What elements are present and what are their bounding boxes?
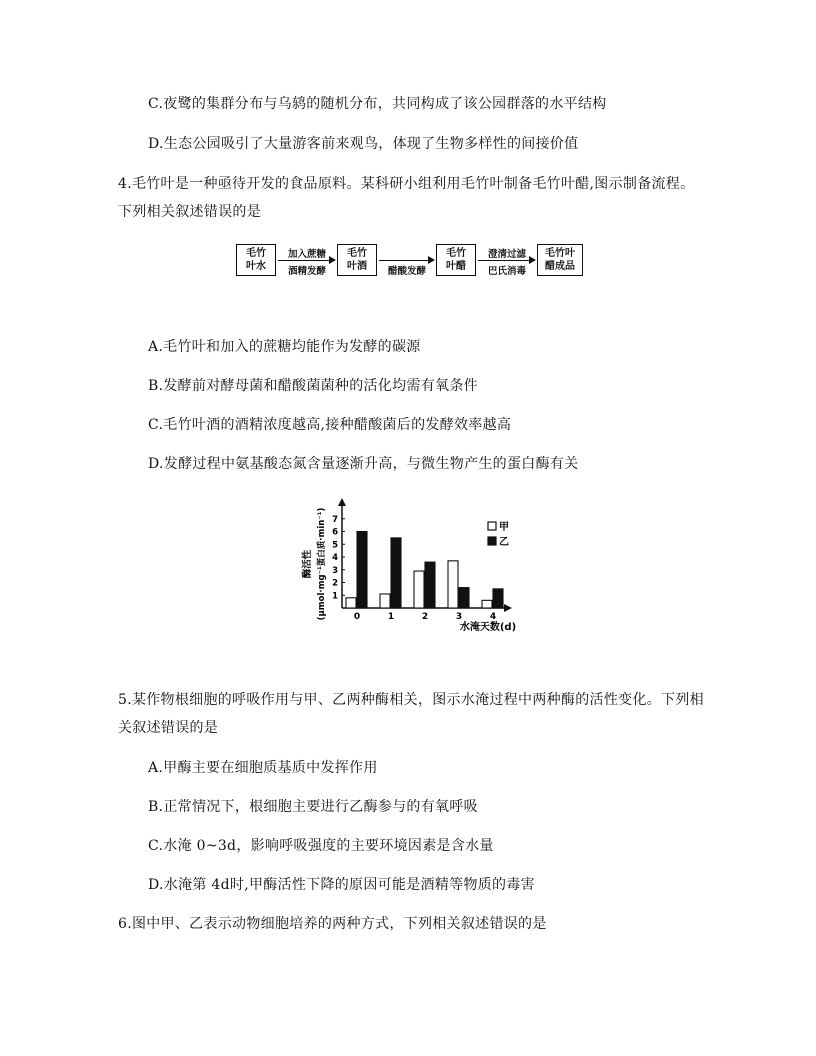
chart-legend [488, 521, 509, 548]
x-tick-label: 4 [489, 612, 497, 622]
flow-box-text: 叶水 [246, 261, 266, 272]
flow-arrow [379, 260, 433, 261]
y-tick-label: 5 [332, 540, 338, 551]
bar-yi-day-4 [493, 589, 503, 608]
q5-option-b: B.正常情况下，根细胞主要进行乙酶参与的有氧呼吸 [148, 799, 478, 815]
legend-label-jia: 甲 [499, 522, 509, 533]
bar-yi-day-0 [357, 532, 367, 609]
flow-box-text: 毛竹 [246, 248, 266, 259]
q6-stem: 6.图中甲、乙表示动物细胞培养的两种方式，下列相关叙述错误的是 [118, 916, 547, 932]
bar-jia-day-2 [414, 571, 424, 608]
bar-yi-day-2 [425, 562, 435, 608]
x-tick-label: 0 [353, 612, 361, 622]
bar-jia-day-0 [346, 598, 356, 608]
q4-option-a: A.毛竹叶和加入的蔗糖均能作为发酵的碳源 [148, 339, 421, 355]
y-tick-label: 1 [332, 591, 338, 602]
preparation-flowchart [236, 244, 586, 280]
y-axis-arrow [338, 498, 346, 506]
enzyme-activity-chart [300, 492, 530, 632]
y-tick-label: 6 [332, 527, 338, 538]
x-tick-label: 3 [455, 612, 463, 622]
q4-option-c: C.毛竹叶酒的酒精浓度越高,接种醋酸菌后的发酵效率越高 [148, 417, 512, 433]
q4-option-d: D.发酵过程中氨基酸态氮含量逐渐升高，与微生物产生的蛋白酶有关 [148, 456, 579, 472]
bar-jia-day-4 [482, 600, 492, 608]
q5-option-c: C.水淹 0~3d，影响呼吸强度的主要环境因素是含水量 [148, 838, 494, 854]
q4-option-b: B.发酵前对酵母菌和醋酸菌菌种的活化均需有氧条件 [148, 378, 478, 394]
bar-yi-day-1 [391, 538, 401, 608]
y-tick-label: 2 [332, 578, 338, 589]
bar-yi-day-3 [459, 588, 469, 608]
q5-stem-line1: 5.某作物根细胞的呼吸作用与甲、乙两种酶相关，图示水淹过程中两种酶的活性变化。下列相 [118, 692, 704, 708]
y-axis-unit: (μmol·mg⁻¹蛋白质·min⁻¹) [317, 507, 327, 621]
flow-box-text: 毛竹 [347, 248, 367, 259]
flow-box-text: 叶醋 [446, 261, 466, 272]
legend-label-yi: 乙 [499, 537, 509, 548]
x-tick-label: 1 [387, 612, 395, 622]
legend-swatch-jia [488, 522, 496, 530]
flow-step-label: 澄清过滤 [487, 249, 526, 260]
flow-box-text: 毛竹 [446, 248, 466, 259]
bar-chart-svg [300, 492, 530, 632]
q5-option-d: D.水淹第 4d时,甲酶活性下降的原因可能是酒精等物质的毒害 [148, 877, 535, 893]
q5-option-a: A.甲酶主要在细胞质基质中发挥作用 [148, 760, 378, 776]
x-axis-arrow [504, 604, 512, 612]
bar-jia-day-3 [448, 561, 458, 608]
q4-stem-line1: 4.毛竹叶是一种亟待开发的食品原料。某科研小组利用毛竹叶制备毛竹叶醋,图示制备流程。 [118, 176, 695, 192]
q4-stem-line2: 下列相关叙述错误的是 [118, 204, 261, 220]
y-axis-label: 酶活性 [302, 549, 313, 579]
flow-step-label: 醋酸发酵 [387, 266, 426, 277]
flow-step-label: 酒精发酵 [287, 266, 326, 277]
flow-step-label: 加入蔗糖 [287, 249, 326, 260]
flow-step-label: 巴氏消毒 [487, 266, 526, 277]
flow-box-text: 醋成品 [545, 261, 575, 272]
flow-box-final-product [537, 244, 583, 276]
flow-arrow [278, 260, 334, 261]
y-tick-label: 7 [332, 514, 338, 525]
bar-jia-day-1 [380, 594, 390, 608]
flow-box-text: 毛竹叶 [545, 248, 575, 259]
flow-arrow [478, 260, 534, 261]
legend-swatch-yi [488, 537, 496, 545]
flow-box-text: 叶酒 [347, 261, 367, 272]
y-tick-label: 3 [332, 565, 338, 576]
y-tick-label: 4 [332, 553, 338, 563]
q5-stem-line2: 关叙述错误的是 [118, 720, 219, 736]
x-axis-label: 水淹天数(d) [459, 622, 517, 632]
x-tick-label: 2 [421, 612, 429, 622]
q3-option-d: D.生态公园吸引了大量游客前来观鸟，体现了生物多样性的间接价值 [148, 136, 579, 152]
flow-box-leaf-water [236, 244, 276, 276]
flow-box-leaf-vinegar [436, 244, 476, 276]
flow-box-leaf-wine [337, 244, 377, 276]
q3-option-c: C.夜鹭的集群分布与乌鸫的随机分布，共同构成了该公园群落的水平结构 [148, 96, 607, 112]
